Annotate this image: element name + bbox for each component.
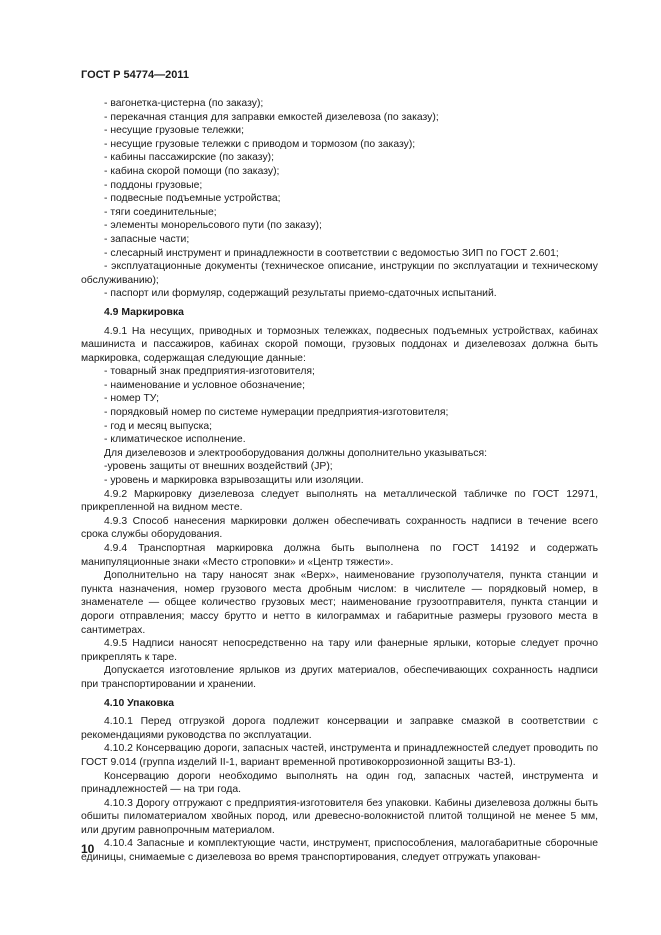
- list-item: - запасные части;: [104, 233, 190, 245]
- list-item: - перекачная станция для заправки емкостей дизелевоза (по заказу);: [104, 111, 439, 123]
- paragraph-4-9-4: 4.9.4 Транспортная маркировка должна быть выполнена по ГОСТ 14192 и содержать манипуляционные знаки «Место строповки» и «Центр тяжести».: [81, 543, 598, 568]
- list-item: - элементы монорельсового пути (по заказу);: [104, 220, 322, 232]
- paragraph-4-9-3: 4.9.3 Способ нанесения маркировки должен обеспечивать сохранность надписи в течение всего срока службы оборудования.: [81, 515, 598, 541]
- paragraph-4-9-2: 4.9.2 Маркировку дизелевоза следует выполнять на металлической табличке по ГОСТ 12971, прикрепленной на видном месте.: [81, 488, 598, 514]
- paragraph-4-10-2: 4.10.2 Консервацию дороги, запасных частей, инструмента и принадлежностей следует проводить по ГОСТ 9.014 (группа изделий II-1, вариант временной противокоррозионной защиты ВЗ-1).: [81, 743, 598, 768]
- list-item: - паспорт или формуляр, содержащий результаты приемо-сдаточных испытаний.: [104, 288, 497, 300]
- page-body: [81, 97, 598, 865]
- paragraph-4-9-1: 4.9.1 На несущих, приводных и тормозных тележках, подвесных подъемных устройствах, кабинах машиниста и пассажиров, кабинах скорой помощи, грузовых поддонах и дизелевозах должна быть маркировка, содержащая следующие данные:: [81, 325, 598, 364]
- list-item: - слесарный инструмент и принадлежности в соответствии с ведомостью ЗИП по ГОСТ 2.601;: [104, 247, 559, 259]
- list-item: - наименование и условное обозначение;: [104, 379, 305, 391]
- list-item: -уровень защиты от внешних воздействий (JP);: [104, 461, 333, 473]
- paragraph: Консервацию дороги необходимо выполнять на один год, запасных частей, инструмента и принадлежностей — на три года.: [81, 770, 598, 796]
- paragraph-4-10-3: 4.10.3 Дорогу отгружают с предприятия-изготовителя без упаковки. Кабины дизелевоза должны быть обшиты пиломатериалом хвойных пород, или древесно-волокнистой плитой толщиной не менее 5 мм, или другим равнопрочным материалом.: [81, 797, 598, 836]
- list-item: - номер ТУ;: [104, 393, 160, 405]
- list-item: - поддоны грузовые;: [104, 179, 203, 191]
- list-item: - уровень и маркировка взрывозащиты или изоляции.: [104, 475, 364, 487]
- list-item: - несущие грузовые тележки;: [104, 125, 244, 137]
- list-item: - порядковый номер по системе нумерации предприятия-изготовителя;: [104, 407, 449, 419]
- page-number: 10: [81, 842, 95, 856]
- section-heading-marking: 4.9 Маркировка: [104, 306, 184, 318]
- list-item: - тяги соединительные;: [104, 206, 217, 218]
- document-header: ГОСТ Р 54774—2011: [81, 69, 189, 81]
- list-item: - кабина скорой помощи (по заказу);: [104, 165, 280, 177]
- paragraph: Дополнительно на тару наносят знак «Верх», наименование грузополучателя, пункта станции и пункта назначения, номер грузового места дробным числом: в числителе — порядковый номер, в знаменателе — общее количество грузовых мест; наименование грузоотправителя, пункта станции и дороги отправления; массу брутто и нетто в килограммах и габаритные размеры грузового места в сантиметрах.: [81, 570, 598, 636]
- list-item: - год и месяц выпуска;: [104, 420, 213, 432]
- paragraph: Допускается изготовление ярлыков из других материалов, обеспечивающих сохранность надписи при транспортировании и хранении.: [81, 665, 598, 690]
- paragraph-4-10-1: 4.10.1 Перед отгрузкой дорога подлежит консервации и заправке смазкой в соответствии с рекомендациями руководства по эксплуатации.: [81, 716, 598, 741]
- list-item: - эксплуатационные документы (техническое описание, инструкции по эксплуатации и техническому обслуживанию);: [81, 261, 598, 286]
- list-item: - вагонетка-цистерна (по заказу);: [104, 98, 264, 109]
- paragraph-4-9-5: 4.9.5 Надписи наносят непосредственно на тару или фанерные ярлыки, которые следует прочно прикреплять к таре.: [81, 638, 598, 663]
- list-item: - товарный знак предприятия-изготовителя;: [104, 366, 315, 378]
- list-item: - кабины пассажирские (по заказу);: [104, 152, 274, 164]
- list-item: - климатическое исполнение.: [104, 434, 246, 446]
- list-item: - несущие грузовые тележки с приводом и тормозом (по заказу);: [104, 138, 416, 150]
- list-item: - подвесные подъемные устройства;: [104, 193, 281, 205]
- paragraph: Для дизелевозов и электрооборудования должны дополнительно указываться:: [104, 447, 487, 459]
- paragraph-4-10-4: 4.10.4 Запасные и комплектующие части, инструмент, приспособления, малогабаритные сборочные единицы, снимаемые с дизелевоза во время транспортирования, следует отгружать упакован-: [81, 838, 598, 864]
- delivery-list: [81, 97, 598, 301]
- section-heading-packaging: 4.10 Упаковка: [104, 697, 175, 709]
